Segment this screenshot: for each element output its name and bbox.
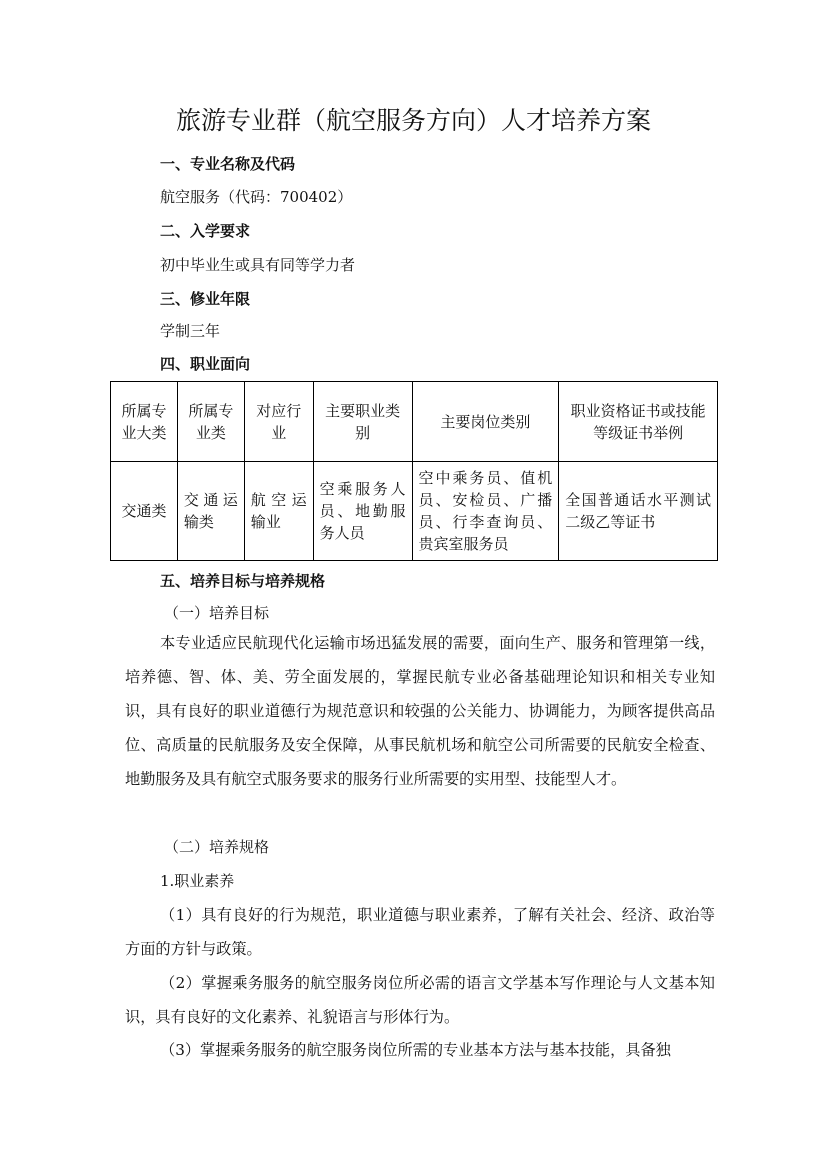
spec-paragraph-1: （1）具有良好的行为规范，职业道德与职业素养，了解有关社会、经济、政治等方面的方针与政策。 (125, 906, 715, 958)
study-duration: 学制三年 (160, 322, 221, 340)
table-row (111, 462, 718, 561)
subheading-training-goal: （一）培养目标 (164, 604, 270, 622)
section-heading-3: 三、修业年限 (160, 290, 251, 308)
table-cell: 交通运输类 (177, 462, 244, 561)
subheading-training-spec: （二）培养规格 (164, 838, 270, 856)
table-cell: 全国普通话水平测试二级乙等证书 (559, 462, 718, 561)
table-header-cell: 所属专业类 (177, 382, 244, 462)
table-header-row (111, 382, 718, 462)
table-header-cell: 对应行业 (244, 382, 313, 462)
table-header-cell: 主要岗位类别 (412, 382, 559, 462)
training-goal-paragraph: 本专业适应民航现代化运输市场迅猛发展的需要，面向生产、服务和管理第一线，培养德、智、体、美、劳全面发展的，掌握民航专业必备基础理论知识和相关专业知识，具有良好的职业道德行为规范意识和较强的公关能力、协调能力，为顾客提供高品位、高质量的民航服务及安全保障，从事民航机场和航空公司所需要的民航安全检查、地勤服务及具有航空式服务要求的服务行业所需要的实用型、技能型人才。 (125, 634, 715, 788)
document-title: 旅游专业群（航空服务方向）人才培养方案 (175, 106, 651, 135)
item-professional-quality: 1.职业素养 (160, 872, 235, 890)
major-name-code: 航空服务（代码：700402） (160, 188, 353, 206)
table-header-cell: 所属专业大类 (111, 382, 178, 462)
admission-requirement: 初中毕业生或具有同等学力者 (160, 256, 356, 274)
section-heading-5: 五、培养目标与培养规格 (160, 572, 326, 590)
table-header-cell: 主要职业类别 (313, 382, 412, 462)
table-cell: 航空运输业 (244, 462, 313, 561)
table-cell: 空中乘务员、值机员、安检员、广播员、行李查询员、贵宾室服务员 (412, 462, 559, 561)
section-heading-1: 一、专业名称及代码 (160, 155, 296, 173)
spec-paragraph-3: （3）掌握乘务服务的航空服务岗位所需的专业基本方法与基本技能，具备独 (160, 1041, 671, 1059)
section-heading-2: 二、入学要求 (160, 222, 251, 240)
spec-paragraph-2: （2）掌握乘务服务的航空服务岗位所必需的语言文学基本写作理论与人文基本知识，具有良好的文化素养、礼貌语言与形体行为。 (125, 974, 715, 1026)
career-orientation-table (110, 381, 718, 561)
table-header-cell: 职业资格证书或技能等级证书举例 (559, 382, 718, 462)
section-heading-4: 四、职业面向 (160, 355, 251, 373)
table-cell: 交通类 (111, 462, 178, 561)
table-cell: 空乘服务人员、地勤服务人员 (313, 462, 412, 561)
